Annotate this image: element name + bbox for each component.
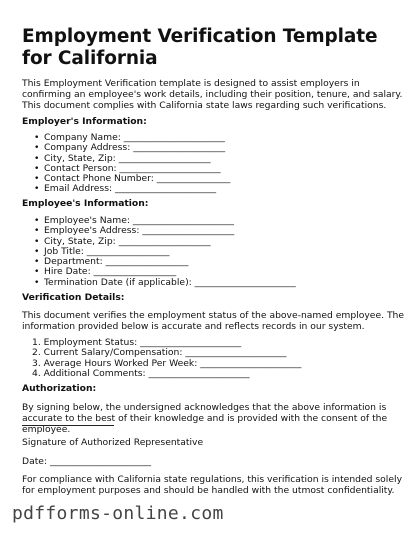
employer-field-contact-person: • Contact Person: ______________________ <box>22 164 230 174</box>
employer-heading: Employer's Information: <box>22 116 147 127</box>
employee-field-job-title: • Job Title: __________________ <box>22 247 296 257</box>
verification-field-comments: 4. Additional Comments: ______________________ <box>32 367 250 379</box>
verification-field-salary: 2. Current Salary/Compensation: ______________________ <box>32 347 287 359</box>
verification-heading: Verification Details: <box>22 292 125 303</box>
date-field: Date: ______________________ <box>22 456 152 467</box>
employer-field-company-name: • Company Name: ______________________ <box>22 133 230 143</box>
employee-heading: Employee's Information: <box>22 198 149 209</box>
verification-field-employment-status: 1. Employment Status: ______________________ <box>32 337 242 348</box>
employee-field-termination-date: • Termination Date (if applicable): ______________________ <box>22 278 296 288</box>
authorization-paragraph: By signing below, the undersigned acknowledges that the above information is accurate to the best of their knowledge and is provided with the consent of the employee. <box>22 402 388 435</box>
compliance-paragraph: For compliance with California state regulations, this verification is intended solely for employment purposes and should be handled with the utmost confidentiality. <box>22 474 403 496</box>
employer-field-company-address: • Company Address: ____________________ <box>22 143 230 153</box>
employer-field-contact-phone: • Contact Phone Number: ________________ <box>22 174 230 184</box>
employee-field-list <box>22 216 296 288</box>
verification-field-list <box>22 338 301 379</box>
intro-paragraph: This Employment Verification template is designed to assist employers in confirming an employee's work details, including their position, tenure, and salary. This document complies with California state laws regarding such verifications. <box>22 78 403 111</box>
watermark-logo: pdfforms-online.com <box>12 503 224 524</box>
employee-field-department: • Department: __________________ <box>22 257 296 267</box>
employer-field-city-state-zip: • City, State, Zip: ____________________ <box>22 154 230 164</box>
employer-field-email: • Email Address: ______________________ <box>22 184 230 194</box>
authorization-heading: Authorization: <box>22 383 97 394</box>
signature-line <box>22 425 114 426</box>
verification-field-hours: 3. Average Hours Worked Per Week: ______________________ <box>32 357 302 369</box>
employee-field-address: • Employee's Address: ____________________ <box>22 226 296 236</box>
employee-field-hire-date: • Hire Date: __________________ <box>22 267 296 277</box>
document-title: Employment Verification Template for California <box>22 26 378 69</box>
employee-field-name: • Employee's Name: ______________________ <box>22 216 296 226</box>
signature-label: Signature of Authorized Representative <box>22 437 204 448</box>
employee-field-city-state-zip: • City, State, Zip: ____________________ <box>22 237 296 247</box>
verification-paragraph: This document verifies the employment status of the above-named employee. The information provided below is accurate and reflects records in our system. <box>22 310 405 332</box>
employer-field-list <box>22 133 230 195</box>
